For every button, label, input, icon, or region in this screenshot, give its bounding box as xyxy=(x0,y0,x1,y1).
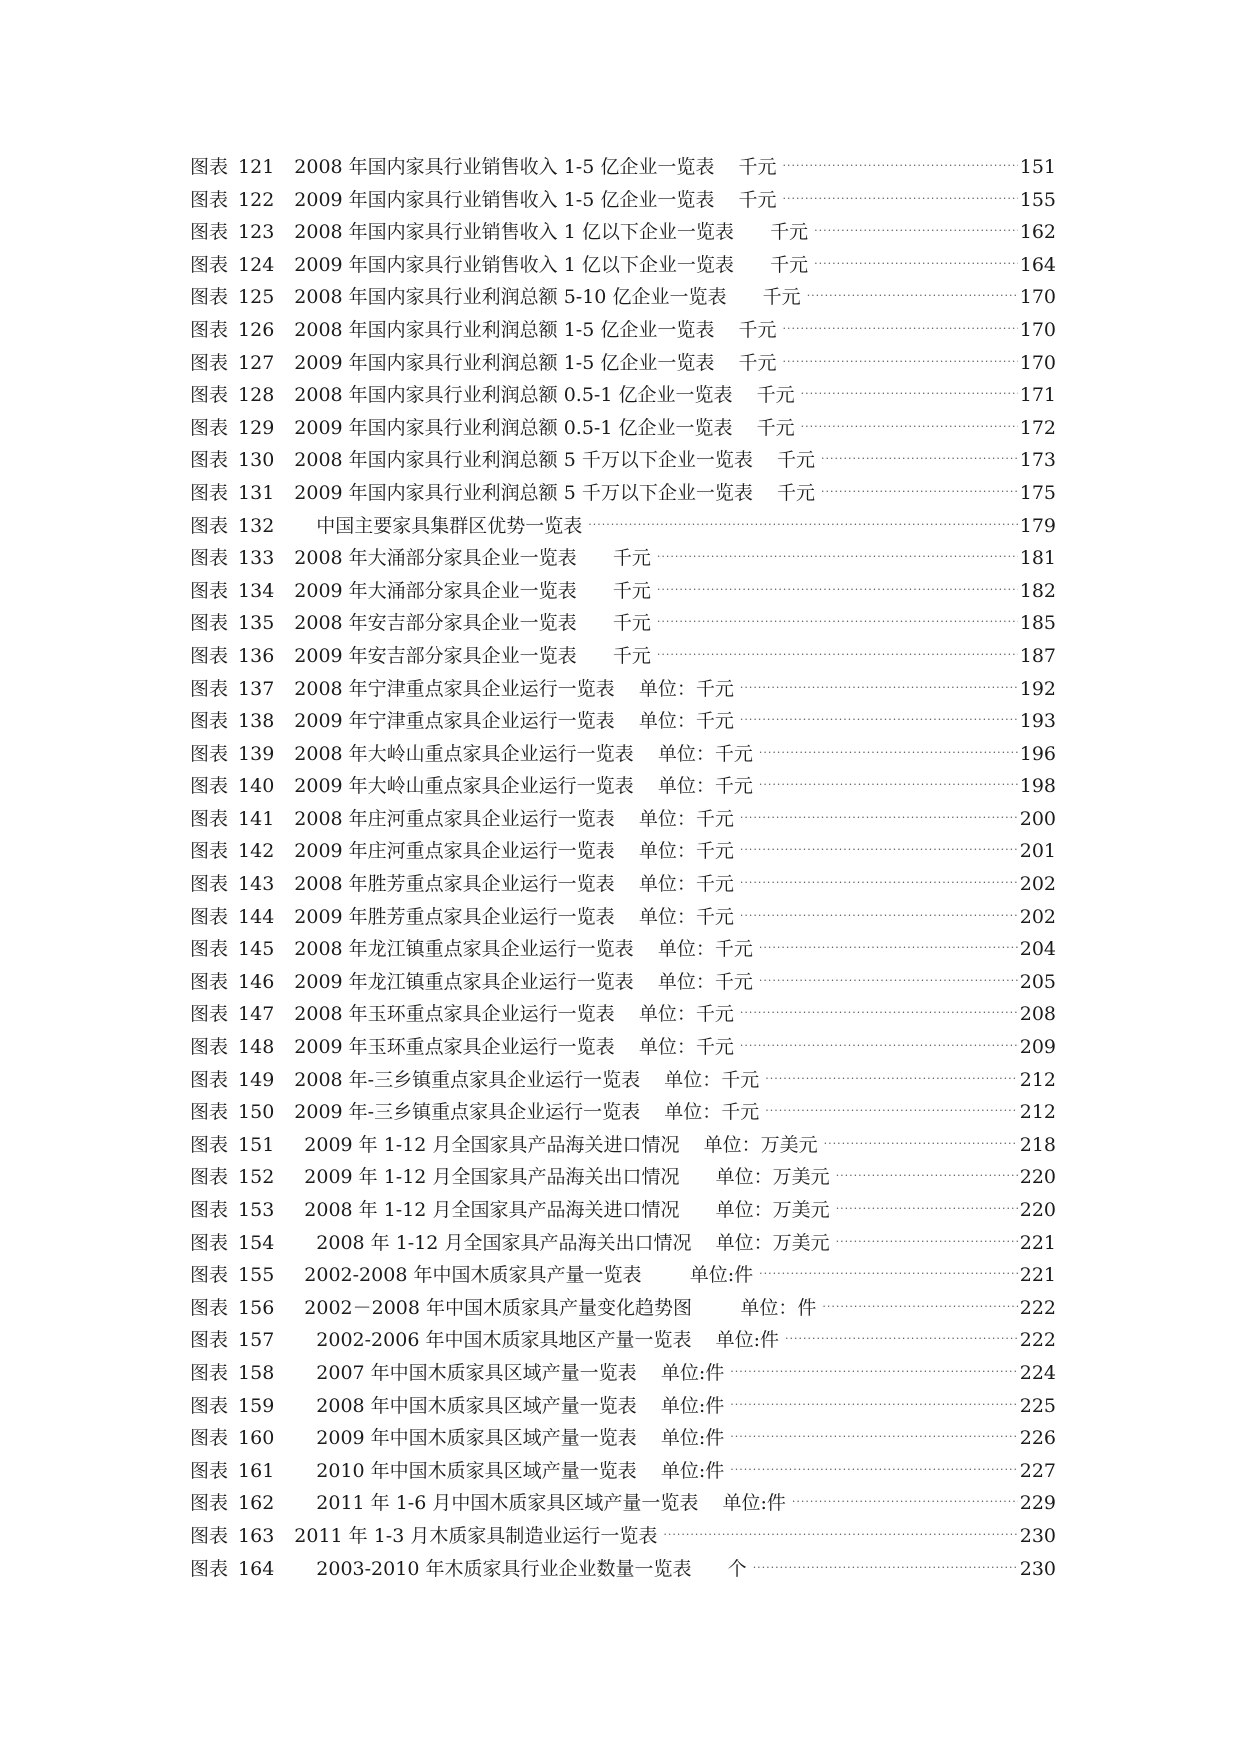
toc-entry[interactable] xyxy=(190,185,1056,218)
toc-entry[interactable] xyxy=(190,1195,1056,1228)
figure-label: 图表 xyxy=(190,1068,229,1091)
dot-leader xyxy=(765,1072,1017,1085)
dot-leader xyxy=(836,1235,1018,1248)
figure-label: 图表 xyxy=(190,1199,229,1221)
figure-number: 139 xyxy=(238,742,275,765)
figure-label: 图表 xyxy=(190,1524,229,1547)
figure-label: 图表 xyxy=(190,775,229,798)
figure-label: 图表 xyxy=(190,351,229,374)
page-number: 220 xyxy=(1019,1166,1056,1189)
figure-number: 147 xyxy=(238,1003,275,1026)
dot-leader xyxy=(785,1332,1018,1345)
figure-title: 2008 年国内家具行业利润总额 1-5 亿企业一览表 千元 xyxy=(294,318,777,341)
figure-number: 151 xyxy=(238,1133,275,1156)
page-number: 193 xyxy=(1019,710,1056,733)
figure-title: 2007 年中国木质家具区域产量一览表 单位:件 xyxy=(316,1361,725,1384)
figure-title: 2008 年国内家具行业销售收入 1 亿以下企业一览表 千元 xyxy=(294,221,809,244)
dot-leader xyxy=(730,1365,1017,1378)
dot-leader xyxy=(821,485,1018,498)
figure-number: 142 xyxy=(238,840,275,863)
figure-title: 2008 年 1-12 月全国家具产品海关进口情况 单位：万美元 xyxy=(304,1199,830,1221)
toc-entry[interactable] xyxy=(190,674,1056,707)
figure-label: 图表 xyxy=(190,449,229,472)
dot-leader xyxy=(740,1006,1018,1019)
figure-label: 图表 xyxy=(190,1296,229,1319)
figure-label: 图表 xyxy=(190,416,229,439)
figure-number: 124 xyxy=(238,253,275,276)
figure-number: 144 xyxy=(238,905,275,928)
figure-number: 154 xyxy=(238,1231,275,1254)
dot-leader xyxy=(765,1104,1017,1117)
figure-title: 2008 年胜芳重点家具企业运行一览表 单位：千元 xyxy=(294,873,734,896)
figure-number: 131 xyxy=(238,481,275,504)
figure-label: 图表 xyxy=(190,840,229,863)
dot-leader xyxy=(663,1528,1017,1541)
page-number: 170 xyxy=(1019,351,1056,374)
toc-entry[interactable] xyxy=(190,543,1056,576)
toc-entry[interactable] xyxy=(190,1260,1056,1293)
figure-label: 图表 xyxy=(190,1133,229,1156)
page-number: 222 xyxy=(1019,1329,1056,1352)
page-number: 225 xyxy=(1019,1394,1056,1417)
figure-label: 图表 xyxy=(190,677,229,700)
figure-title: 2008 年安吉部分家具企业一览表 千元 xyxy=(294,612,651,635)
figure-label: 图表 xyxy=(190,1394,229,1417)
figure-number: 153 xyxy=(238,1199,275,1221)
dot-leader xyxy=(740,1039,1018,1052)
figure-number: 130 xyxy=(238,449,275,472)
toc-entry[interactable] xyxy=(190,1032,1056,1065)
dot-leader xyxy=(783,322,1018,335)
figure-label: 图表 xyxy=(190,286,229,309)
dot-leader xyxy=(730,1463,1017,1476)
figure-title: 2008 年-三乡镇重点家具企业运行一览表 单位：千元 xyxy=(294,1068,760,1091)
toc-entry[interactable] xyxy=(190,934,1056,967)
figure-number: 129 xyxy=(238,416,275,439)
toc-entry[interactable] xyxy=(190,1391,1056,1424)
figure-number: 149 xyxy=(238,1068,275,1091)
toc-entry[interactable] xyxy=(190,511,1056,544)
toc-entry[interactable] xyxy=(190,413,1056,446)
figure-label: 图表 xyxy=(190,1003,229,1026)
figure-label: 图表 xyxy=(190,1427,229,1450)
figure-number: 152 xyxy=(238,1166,275,1189)
figure-title: 2009 年 1-12 月全国家具产品海关出口情况 单位：万美元 xyxy=(304,1166,830,1189)
page-number: 221 xyxy=(1019,1231,1056,1254)
figure-label: 图表 xyxy=(190,710,229,733)
page-number: 170 xyxy=(1019,286,1056,309)
figure-number: 141 xyxy=(238,807,275,830)
toc-entry[interactable] xyxy=(190,804,1056,837)
figure-title: 2009 年-三乡镇重点家具企业运行一览表 单位：千元 xyxy=(294,1101,760,1124)
figure-title: 2009 年国内家具行业利润总额 0.5-1 亿企业一览表 千元 xyxy=(294,416,795,439)
dot-leader xyxy=(783,355,1018,368)
page-number: 202 xyxy=(1019,905,1056,928)
figure-number: 148 xyxy=(238,1036,275,1059)
figure-label: 图表 xyxy=(190,1459,229,1482)
page-number: 221 xyxy=(1019,1264,1056,1287)
dot-leader xyxy=(836,1169,1018,1182)
figure-number: 122 xyxy=(238,188,275,211)
toc-entry[interactable] xyxy=(190,282,1056,315)
page-number: 204 xyxy=(1019,938,1056,961)
figure-title: 2011 年 1-6 月中国木质家具区域产量一览表 单位:件 xyxy=(316,1492,786,1515)
page-number: 218 xyxy=(1019,1133,1056,1156)
page-number: 201 xyxy=(1019,840,1056,863)
toc-entry[interactable] xyxy=(190,1325,1056,1358)
toc-entry[interactable] xyxy=(190,902,1056,935)
figure-label: 图表 xyxy=(190,612,229,635)
figure-label: 图表 xyxy=(190,644,229,667)
toc-entry[interactable] xyxy=(190,478,1056,511)
toc-entry[interactable] xyxy=(190,380,1056,413)
figure-number: 125 xyxy=(238,286,275,309)
figure-title: 2008 年宁津重点家具企业运行一览表 单位：千元 xyxy=(294,677,734,700)
page-number: 162 xyxy=(1019,221,1056,244)
toc-entry[interactable] xyxy=(190,1456,1056,1489)
page-number: 212 xyxy=(1019,1068,1056,1091)
figure-title: 2008 年国内家具行业利润总额 0.5-1 亿企业一览表 千元 xyxy=(294,384,795,407)
figure-title: 2009 年国内家具行业销售收入 1-5 亿企业一览表 千元 xyxy=(294,188,777,211)
figure-title: 2008 年国内家具行业销售收入 1-5 亿企业一览表 千元 xyxy=(294,156,777,178)
figure-label: 图表 xyxy=(190,1101,229,1124)
figure-number: 128 xyxy=(238,384,275,407)
page-number: 182 xyxy=(1019,579,1056,602)
figure-number: 162 xyxy=(238,1492,275,1515)
dot-leader xyxy=(759,746,1018,759)
figure-title: 2008 年 1-12 月全国家具产品海关出口情况 单位：万美元 xyxy=(316,1231,830,1254)
figure-label: 图表 xyxy=(190,873,229,896)
figure-label: 图表 xyxy=(190,1557,229,1580)
page-number: 220 xyxy=(1019,1199,1056,1221)
figure-label: 图表 xyxy=(190,970,229,993)
page-number: 196 xyxy=(1019,742,1056,765)
page-number: 179 xyxy=(1019,514,1056,537)
figure-title: 2008 年国内家具行业利润总额 5-10 亿企业一览表 千元 xyxy=(294,286,801,309)
toc-entry[interactable] xyxy=(190,1554,1056,1587)
figure-title: 2008 年玉环重点家具企业运行一览表 单位：千元 xyxy=(294,1003,734,1026)
figure-title: 2009 年宁津重点家具企业运行一览表 单位：千元 xyxy=(294,710,734,733)
figure-title: 2008 年大岭山重点家具企业运行一览表 单位：千元 xyxy=(294,742,753,765)
figure-label: 图表 xyxy=(190,579,229,602)
dot-leader xyxy=(740,843,1018,856)
toc-entry[interactable] xyxy=(190,706,1056,739)
figure-label: 图表 xyxy=(190,1361,229,1384)
figure-label: 图表 xyxy=(190,318,229,341)
toc-entry[interactable] xyxy=(190,152,1056,185)
dot-leader xyxy=(657,583,1018,596)
figure-title: 中国主要家具集群区优势一览表 xyxy=(316,514,583,537)
figure-title: 2008 年大涌部分家具企业一览表 千元 xyxy=(294,547,651,570)
dot-leader xyxy=(836,1202,1018,1215)
page-number: 209 xyxy=(1019,1036,1056,1059)
figure-number: 159 xyxy=(238,1394,275,1417)
figure-number: 121 xyxy=(238,156,275,178)
figure-label: 图表 xyxy=(190,1166,229,1189)
dot-leader xyxy=(740,713,1018,726)
dot-leader xyxy=(807,289,1018,302)
figure-title: 2011 年 1-3 月木质家具制造业运行一览表 xyxy=(294,1524,658,1547)
figure-label: 图表 xyxy=(190,253,229,276)
dot-leader xyxy=(792,1495,1018,1508)
toc-entry[interactable] xyxy=(190,1065,1056,1098)
figure-title: 2009 年国内家具行业利润总额 5 千万以下企业一览表 千元 xyxy=(294,481,816,504)
figure-label: 图表 xyxy=(190,547,229,570)
page-number: 173 xyxy=(1019,449,1056,472)
figure-title: 2008 年中国木质家具区域产量一览表 单位:件 xyxy=(316,1394,725,1417)
figure-number: 158 xyxy=(238,1361,275,1384)
page-number: 230 xyxy=(1019,1524,1056,1547)
figure-label: 图表 xyxy=(190,742,229,765)
dot-leader xyxy=(824,1137,1018,1150)
page-number: 208 xyxy=(1019,1003,1056,1026)
toc-entry[interactable] xyxy=(190,1228,1056,1261)
figure-label: 图表 xyxy=(190,938,229,961)
figure-number: 160 xyxy=(238,1427,275,1450)
toc-entry[interactable] xyxy=(190,967,1056,1000)
figure-title: 2003-2010 年木质家具行业企业数量一览表 个 xyxy=(316,1557,747,1580)
page-number: 172 xyxy=(1019,416,1056,439)
toc-entry[interactable] xyxy=(190,1097,1056,1130)
figure-label: 图表 xyxy=(190,514,229,537)
dot-leader xyxy=(759,974,1018,987)
figure-title: 2009 年龙江镇重点家具企业运行一览表 单位：千元 xyxy=(294,970,753,993)
page-number: 212 xyxy=(1019,1101,1056,1124)
figure-title: 2008 年龙江镇重点家具企业运行一览表 单位：千元 xyxy=(294,938,753,961)
figure-label: 图表 xyxy=(190,221,229,244)
toc-entry[interactable] xyxy=(190,1293,1056,1326)
dot-leader xyxy=(740,909,1018,922)
page-number: 230 xyxy=(1019,1557,1056,1580)
toc-entry[interactable] xyxy=(190,1162,1056,1195)
figure-number: 132 xyxy=(238,514,275,537)
figure-number: 123 xyxy=(238,221,275,244)
page-number: 229 xyxy=(1019,1492,1056,1515)
figure-number: 156 xyxy=(238,1296,275,1319)
page-number: 224 xyxy=(1019,1361,1056,1384)
toc-entry[interactable] xyxy=(190,608,1056,641)
toc-entry[interactable] xyxy=(190,1488,1056,1521)
page-number: 222 xyxy=(1019,1296,1056,1319)
dot-leader xyxy=(657,648,1018,661)
dot-leader xyxy=(730,1398,1017,1411)
toc-entry[interactable] xyxy=(190,445,1056,478)
figure-number: 136 xyxy=(238,644,275,667)
dot-leader xyxy=(801,387,1018,400)
figure-number: 150 xyxy=(238,1101,275,1124)
figure-number: 145 xyxy=(238,938,275,961)
figure-number: 155 xyxy=(238,1264,275,1287)
figure-title: 2009 年胜芳重点家具企业运行一览表 单位：千元 xyxy=(294,905,734,928)
dot-leader xyxy=(783,192,1018,205)
figure-number: 127 xyxy=(238,351,275,374)
page-number: 155 xyxy=(1019,188,1056,211)
figure-number: 138 xyxy=(238,710,275,733)
toc-entry[interactable] xyxy=(190,739,1056,772)
figure-label: 图表 xyxy=(190,1264,229,1287)
dot-leader xyxy=(821,452,1018,465)
toc-entry[interactable] xyxy=(190,1423,1056,1456)
figure-number: 133 xyxy=(238,547,275,570)
table-of-figures xyxy=(190,152,1056,1586)
figure-number: 143 xyxy=(238,873,275,896)
page-number: 164 xyxy=(1019,253,1056,276)
dot-leader xyxy=(801,420,1018,433)
figure-title: 2009 年大岭山重点家具企业运行一览表 单位：千元 xyxy=(294,775,753,798)
page-number: 187 xyxy=(1019,644,1056,667)
dot-leader xyxy=(740,681,1018,694)
toc-entry[interactable] xyxy=(190,217,1056,250)
dot-leader xyxy=(753,1561,1018,1574)
page-number: 175 xyxy=(1019,481,1056,504)
figure-label: 图表 xyxy=(190,1492,229,1515)
toc-entry[interactable] xyxy=(190,999,1056,1032)
figure-number: 140 xyxy=(238,775,275,798)
dot-leader xyxy=(783,159,1018,172)
figure-title: 2008 年国内家具行业利润总额 5 千万以下企业一览表 千元 xyxy=(294,449,816,472)
figure-title: 2009 年安吉部分家具企业一览表 千元 xyxy=(294,644,651,667)
toc-entry[interactable] xyxy=(190,1521,1056,1554)
figure-number: 163 xyxy=(238,1524,275,1547)
figure-label: 图表 xyxy=(190,481,229,504)
figure-title: 2002－2008 年中国木质家具产量变化趋势图 单位：件 xyxy=(304,1296,817,1319)
figure-number: 134 xyxy=(238,579,275,602)
figure-number: 161 xyxy=(238,1459,275,1482)
page-number: 202 xyxy=(1019,873,1056,896)
dot-leader xyxy=(822,1300,1017,1313)
toc-entry[interactable] xyxy=(190,641,1056,674)
page-number: 226 xyxy=(1019,1427,1056,1450)
figure-number: 164 xyxy=(238,1557,275,1580)
page-number: 171 xyxy=(1019,384,1056,407)
figure-label: 图表 xyxy=(190,807,229,830)
dot-leader xyxy=(740,876,1018,889)
dot-leader xyxy=(759,1267,1018,1280)
figure-number: 157 xyxy=(238,1329,275,1352)
page-number: 185 xyxy=(1019,612,1056,635)
figure-number: 146 xyxy=(238,970,275,993)
figure-title: 2002-2008 年中国木质家具产量一览表 单位:件 xyxy=(304,1264,754,1287)
figure-title: 2009 年庄河重点家具企业运行一览表 单位：千元 xyxy=(294,840,734,863)
dot-leader xyxy=(657,550,1018,563)
page-number: 200 xyxy=(1019,807,1056,830)
page-number: 205 xyxy=(1019,970,1056,993)
toc-entry[interactable] xyxy=(190,250,1056,283)
figure-number: 126 xyxy=(238,318,275,341)
figure-title: 2009 年国内家具行业利润总额 1-5 亿企业一览表 千元 xyxy=(294,351,777,374)
page-number: 192 xyxy=(1019,677,1056,700)
figure-label: 图表 xyxy=(190,1231,229,1254)
dot-leader xyxy=(814,224,1018,237)
dot-leader xyxy=(657,615,1018,628)
figure-title: 2010 年中国木质家具区域产量一览表 单位:件 xyxy=(316,1459,725,1482)
page-number: 151 xyxy=(1019,156,1056,178)
page-number: 198 xyxy=(1019,775,1056,798)
figure-title: 2009 年大涌部分家具企业一览表 千元 xyxy=(294,579,651,602)
dot-leader xyxy=(759,778,1018,791)
toc-entry[interactable] xyxy=(190,576,1056,609)
figure-label: 图表 xyxy=(190,1036,229,1059)
figure-label: 图表 xyxy=(190,1329,229,1352)
figure-title: 2009 年国内家具行业销售收入 1 亿以下企业一览表 千元 xyxy=(294,253,809,276)
dot-leader xyxy=(740,811,1018,824)
figure-label: 图表 xyxy=(190,384,229,407)
dot-leader xyxy=(814,257,1018,270)
dot-leader xyxy=(730,1430,1017,1443)
figure-label: 图表 xyxy=(190,188,229,211)
dot-leader xyxy=(759,941,1018,954)
figure-label: 图表 xyxy=(190,905,229,928)
toc-entry[interactable] xyxy=(190,1130,1056,1163)
figure-title: 2008 年庄河重点家具企业运行一览表 单位：千元 xyxy=(294,807,734,830)
page-number: 181 xyxy=(1019,547,1056,570)
figure-title: 2009 年 1-12 月全国家具产品海关进口情况 单位：万美元 xyxy=(304,1133,818,1156)
figure-title: 2009 年中国木质家具区域产量一览表 单位:件 xyxy=(316,1427,725,1450)
toc-entry[interactable] xyxy=(190,771,1056,804)
toc-entry[interactable] xyxy=(190,348,1056,381)
toc-entry[interactable] xyxy=(190,869,1056,902)
page-number: 227 xyxy=(1019,1459,1056,1482)
figure-title: 2009 年玉环重点家具企业运行一览表 单位：千元 xyxy=(294,1036,734,1059)
dot-leader xyxy=(588,518,1017,531)
figure-number: 135 xyxy=(238,612,275,635)
figure-title: 2002-2006 年中国木质家具地区产量一览表 单位:件 xyxy=(316,1329,780,1352)
toc-entry[interactable] xyxy=(190,315,1056,348)
figure-label: 图表 xyxy=(190,156,229,178)
toc-entry[interactable] xyxy=(190,836,1056,869)
figure-number: 137 xyxy=(238,677,275,700)
page-number: 170 xyxy=(1019,318,1056,341)
toc-entry[interactable] xyxy=(190,1358,1056,1391)
